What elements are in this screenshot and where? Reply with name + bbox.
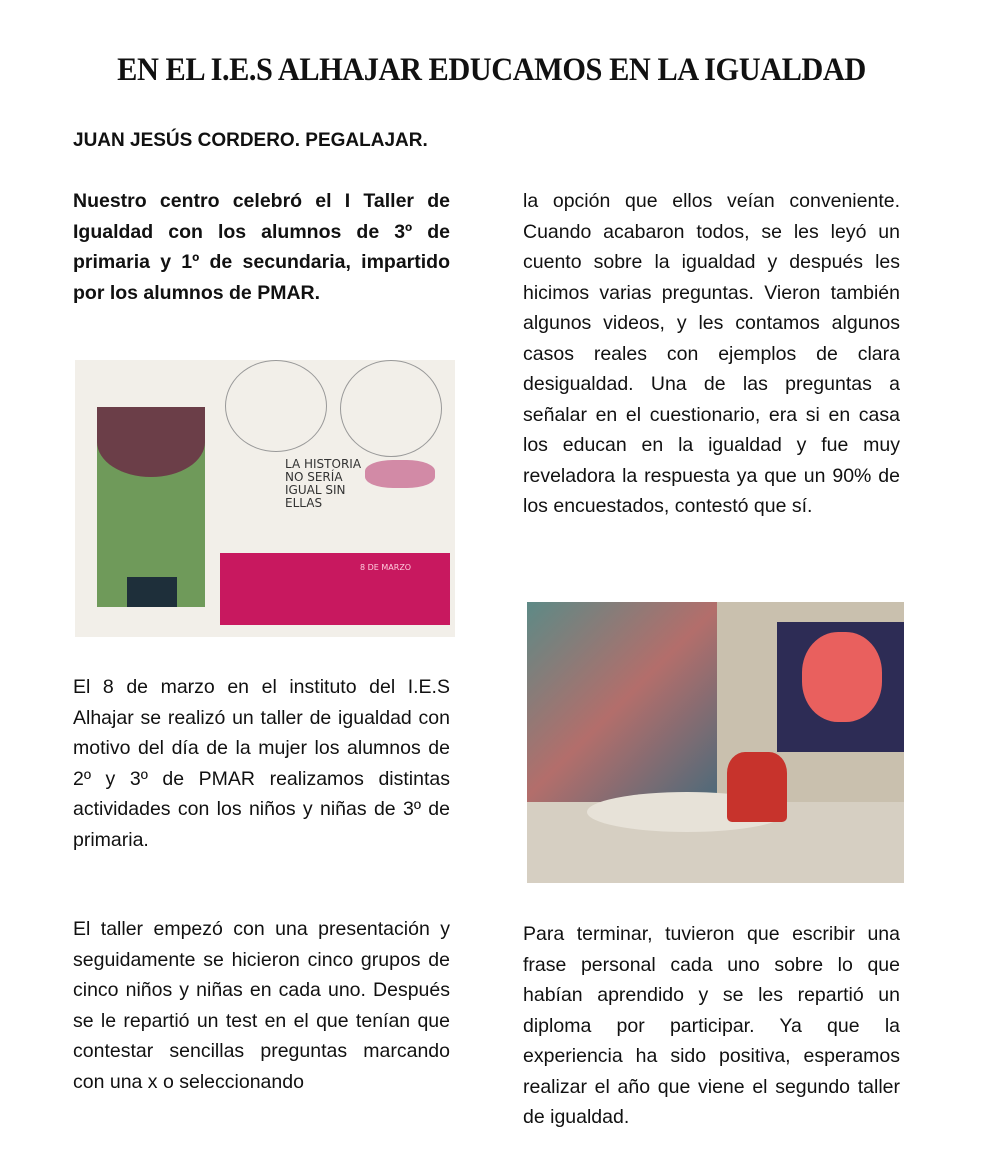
poster-date: 8 DE MARZO bbox=[360, 563, 412, 572]
article-title: EN EL I.E.S ALHAJAR EDUCAMOS EN LA IGUALDAD bbox=[117, 52, 866, 88]
poster-photo bbox=[75, 360, 455, 637]
paragraph-3: la opción que ellos veían conveniente. Cuando acabaron todos, se les leyó un cuento sobre la igualdad y después les hicimos varias preguntas. Vieron también algunos videos, y les contamos algunos casos reales con ejemplos de clara desigualdad. Una de las preguntas a señalar en el cuestionario, era si en casa los educan en la igualdad y fue muy reveladora la respuesta ya que un 90% de los encuestados, contestó que sí. bbox=[523, 190, 900, 517]
poster-headline: LA HISTORIA NO SERÍA IGUAL SIN ELLAS bbox=[285, 457, 362, 510]
poster-pink-banner bbox=[220, 553, 450, 625]
byline: JUAN JESÚS CORDERO. PEGALAJAR. bbox=[73, 130, 428, 151]
poster-green-portrait bbox=[97, 407, 205, 607]
child bbox=[727, 752, 787, 822]
paragraph-4: Para terminar, tuvieron que escribir una frase personal cada uno sobre lo que habían aprendido y se les repartió un diploma por participar. Ya que la experiencia ha sido positiva, esperamos realizar el año que viene el segundo taller de igualdad. bbox=[523, 923, 900, 1128]
paragraph-1: El 8 de marzo en el instituto del I.E.S Alhajar se realizó un taller de igualdad con motivo del día de la mujer los alumnos de 2º y 3º de PMAR realizamos distintas actividades con los niños y niñas de 3º de primaria. bbox=[73, 676, 450, 851]
classroom-photo bbox=[527, 602, 904, 883]
mural bbox=[527, 602, 717, 802]
paragraph-2: El taller empezó con una presentación y seguidamente se hicieron cinco grupos de cinco niños y niñas en cada uno. Después se le repartió un test en el que tenían que contestar sencillas preguntas marcando con una x o seleccionando bbox=[73, 918, 450, 1093]
intro-paragraph: Nuestro centro celebró el I Taller de Igualdad con los alumnos de 3º de primaria y 1º de secundaria, impartido por los alumnos de PMAR. bbox=[73, 190, 450, 304]
